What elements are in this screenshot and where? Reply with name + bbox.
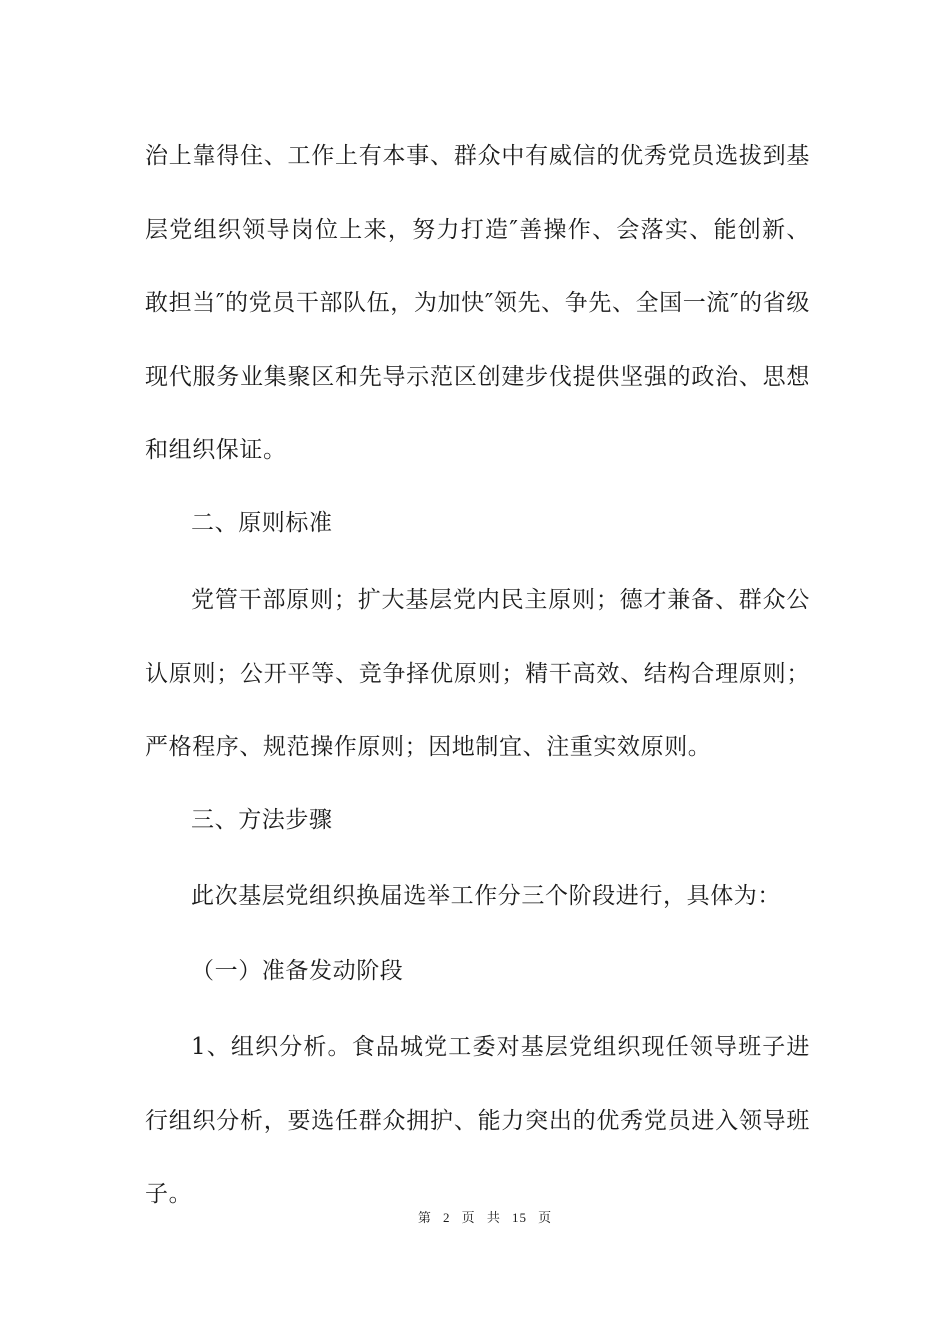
paragraph-principles: 党管干部原则；扩大基层党内民主原则；德才兼备、群众公认原则；公开平等、竞争择优原则；精干高效、结构合理原则；严格程序、规范操作原则；因地制宜、注重实效原则。: [145, 587, 810, 760]
footer-suffix: 页: [538, 1211, 553, 1226]
paragraph-stages-intro: 此次基层党组织换届选举工作分三个阶段进行，具体为：: [191, 883, 781, 909]
paragraph-organization-analysis: 1、组织分析。食品城党工委对基层党组织现任领导班子进行组织分析，要选任群众拥护、能力突出的优秀党员进入领导班子。: [145, 1034, 810, 1207]
footer-total-pages: 15: [511, 1210, 527, 1225]
section-heading-principles: 二、原则标准: [191, 510, 333, 536]
footer-mid1: 页: [461, 1211, 476, 1226]
footer-prefix: 第: [417, 1211, 432, 1226]
section-heading-methods: 三、方法步骤: [191, 807, 333, 833]
paragraph-continuation: 治上靠得住、工作上有本事、群众中有威信的优秀党员选拔到基层党组织领导岗位上来，努力打造″善操作、会落实、能创新、敢担当″的党员干部队伍，为加快″领先、争先、全国一流″的省级现代服务业集聚区和先导示范区创建步伐提供坚强的政治、思想和组织保证。: [145, 143, 810, 463]
footer-mid2: 共: [486, 1211, 501, 1226]
page-footer: [0, 1207, 950, 1226]
footer-page-number: 2: [443, 1210, 451, 1225]
subsection-heading-preparation: （一）准备发动阶段: [191, 958, 404, 984]
